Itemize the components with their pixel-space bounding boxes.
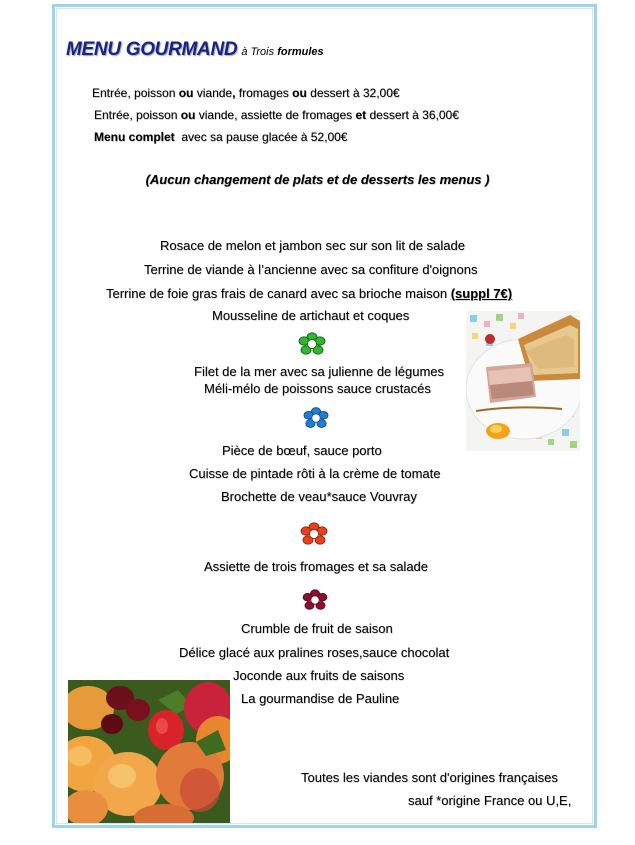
flower-blue-icon <box>303 406 329 430</box>
dish-item: Crumble de fruit de saison <box>241 621 393 636</box>
flower-red-icon <box>300 522 328 546</box>
menu-notice: (Aucun changement de plats et de desserts les menus ) <box>145 172 490 187</box>
formula-2 <box>94 108 459 122</box>
formula-3 <box>94 130 347 144</box>
dish-item: La gourmandise de Pauline <box>241 691 400 706</box>
footer-origin: Toutes les viandes sont d'origines françaises <box>301 770 558 785</box>
dish-item: Brochette de veau*sauce Vouvray <box>221 489 417 504</box>
formula-3-name: Menu complet <box>94 130 175 144</box>
dish-item-text: Terrine de foie gras frais de canard avec sa brioche maison <box>106 286 451 301</box>
formula-1 <box>92 86 400 100</box>
dish-item: Cuisse de pintade rôti à la crème de tomate <box>189 466 441 481</box>
fruits-photo <box>68 680 230 823</box>
dish-item <box>106 286 512 301</box>
menu-title-sub <box>241 46 323 58</box>
flower-green-icon <box>298 332 326 356</box>
formula-2-text: viande, assiette de fromages <box>195 108 356 122</box>
menu-title <box>66 39 324 61</box>
formula-2-or: ou <box>180 108 196 122</box>
menu-title-sub-prefix: à Trois <box>241 46 275 58</box>
dish-item: Filet de la mer avec sa julienne de légumes <box>194 364 445 379</box>
footer-origin-exception: sauf *origine France ou U,E, <box>408 793 572 808</box>
formula-1-text: Entrée, poisson <box>92 86 179 100</box>
formula-1-comma: , <box>232 86 236 100</box>
dish-item: Pièce de bœuf, sauce porto <box>222 443 382 458</box>
formula-1-price: dessert à 32,00€ <box>306 86 400 100</box>
menu-title-sub-bold: formules <box>277 46 324 58</box>
formula-1-text: viande <box>193 86 233 100</box>
formula-1-or: ou <box>178 86 194 100</box>
dish-item: Rosace de melon et jambon sec sur son lit de salade <box>160 238 465 253</box>
menu-title-main: MENU GOURMAND <box>66 39 238 60</box>
flower-maroon-icon <box>302 589 328 611</box>
dish-item: Mousseline de artichaut et coques <box>212 308 410 323</box>
dish-item: Assiette de trois fromages et sa salade <box>204 559 429 574</box>
dish-item: Joconde aux fruits de saisons <box>233 668 405 683</box>
formula-1-or: ou <box>292 86 307 100</box>
foie-gras-photo <box>466 311 580 451</box>
dish-item: Terrine de viande à l’ancienne avec sa confiture d'oignons <box>144 262 478 277</box>
formula-2-price: dessert à 36,00€ <box>366 108 459 122</box>
formula-2-text: Entrée, poisson <box>94 108 181 122</box>
dish-item: Délice glacé aux pralines roses,sauce chocolat <box>179 645 450 660</box>
supplement-price: (suppl 7€) <box>450 286 513 301</box>
dish-item: Méli-mélo de poissons sauce crustacés <box>204 381 431 396</box>
formula-3-price: avec sa pause glacée à 52,00€ <box>174 130 348 144</box>
formula-1-text: fromages <box>235 86 293 100</box>
formula-2-and: et <box>355 108 367 122</box>
